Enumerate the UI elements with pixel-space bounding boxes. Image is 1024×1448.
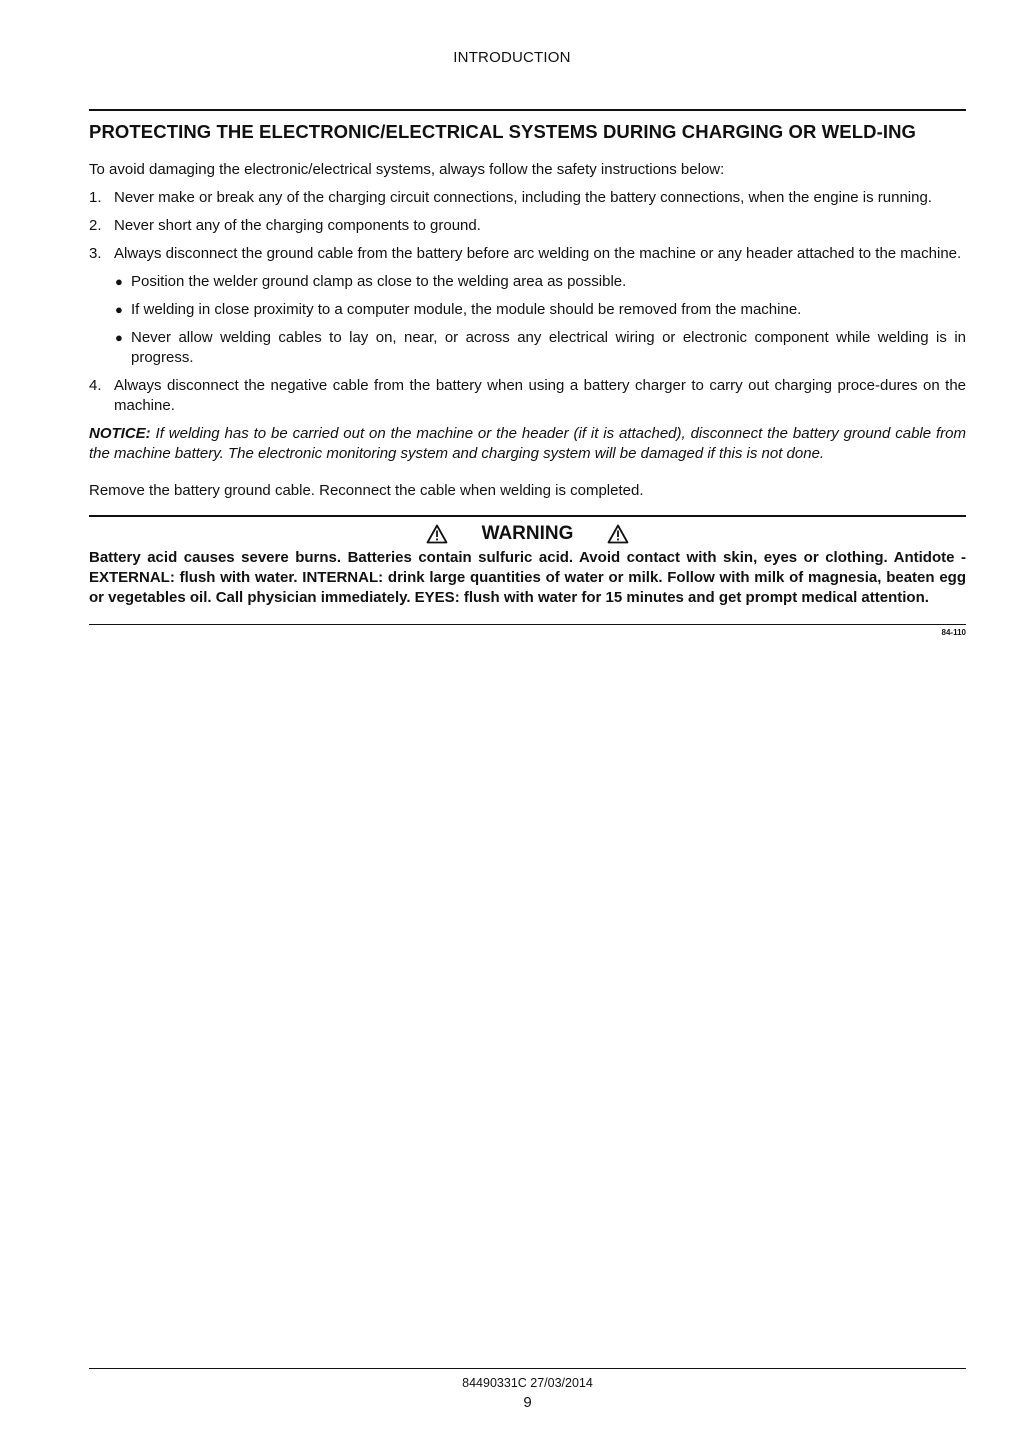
warning-triangle-icon xyxy=(426,524,448,544)
bullet-item xyxy=(114,272,966,292)
section-title: PROTECTING THE ELECTRONIC/ELECTRICAL SYSTEMS DURING CHARGING OR WELD-ING xyxy=(89,121,917,142)
step-text: Always disconnect the ground cable from the battery before arc welding on the machine or any header attached to the machine. xyxy=(114,245,962,262)
warning-bottom-rule xyxy=(89,624,966,625)
list-item xyxy=(89,188,966,208)
warning-heading xyxy=(89,522,966,546)
page-footer xyxy=(89,1368,966,1411)
step-text: Always disconnect the negative cable from the battery when using a battery charger to carry out charging proce-dures on the machine. xyxy=(114,377,966,414)
instruction-list xyxy=(89,188,966,416)
remove-cable-paragraph: Remove the battery ground cable. Reconnect the cable when welding is completed. xyxy=(89,482,644,499)
list-item xyxy=(89,216,966,236)
sub-bullet-list xyxy=(114,272,966,368)
notice-paragraph xyxy=(89,424,966,464)
step-number: 2. xyxy=(89,217,102,234)
bullet-text: If welding in close proximity to a computer module, the module should be removed from the machine. xyxy=(131,301,802,318)
step-number: 1. xyxy=(89,189,102,206)
bullet-item xyxy=(114,300,966,320)
step-number: 3. xyxy=(89,245,102,262)
bullet-icon: ● xyxy=(115,330,123,345)
warning-label: WARNING xyxy=(481,523,574,544)
step-number: 4. xyxy=(89,377,102,394)
main-content xyxy=(89,109,966,637)
footer-rule xyxy=(89,1368,966,1369)
notice-text: If welding has to be carried out on the machine or the header (if it is attached), disconnect the battery ground cable from the machine battery. The electronic monitoring system and charging system will be damaged if this is not done. xyxy=(89,425,966,462)
list-item xyxy=(89,376,966,416)
intro-paragraph: To avoid damaging the electronic/electrical systems, always follow the safety instructions below: xyxy=(89,161,725,178)
warning-triangle-icon xyxy=(607,524,629,544)
bullet-icon: ● xyxy=(115,302,123,317)
bullet-item xyxy=(114,328,966,368)
warning-text: Battery acid causes severe burns. Batteries contain sulfuric acid. Avoid contact with skin, eyes or clothing. Antidote - EXTERNAL: flush with water. INTERNAL: drink large quantities of water or milk. Follow with milk of magnesia, beaten egg or vegetables oil. Call physician immediately. EYES: flush with water for 15 minutes and get prompt medical attention. xyxy=(89,549,966,606)
warning-box xyxy=(89,515,966,637)
running-header: INTRODUCTION xyxy=(453,49,571,66)
section-top-rule xyxy=(89,109,966,111)
step-text: Never make or break any of the charging circuit connections, including the battery connections, when the engine is running. xyxy=(114,189,932,206)
page-number: 9 xyxy=(523,1394,532,1411)
list-item xyxy=(89,244,966,368)
reference-code: 84-110 xyxy=(941,628,966,637)
bullet-text: Position the welder ground clamp as close to the welding area as possible. xyxy=(131,273,627,290)
bullet-text: Never allow welding cables to lay on, near, or across any electrical wiring or electronic component while welding is in progress. xyxy=(131,329,966,366)
warning-top-rule xyxy=(89,515,966,517)
document-code: 84490331C 27/03/2014 xyxy=(462,1376,593,1390)
notice-label: NOTICE: xyxy=(89,425,151,442)
step-text: Never short any of the charging components to ground. xyxy=(114,217,481,234)
bullet-icon: ● xyxy=(115,274,123,289)
